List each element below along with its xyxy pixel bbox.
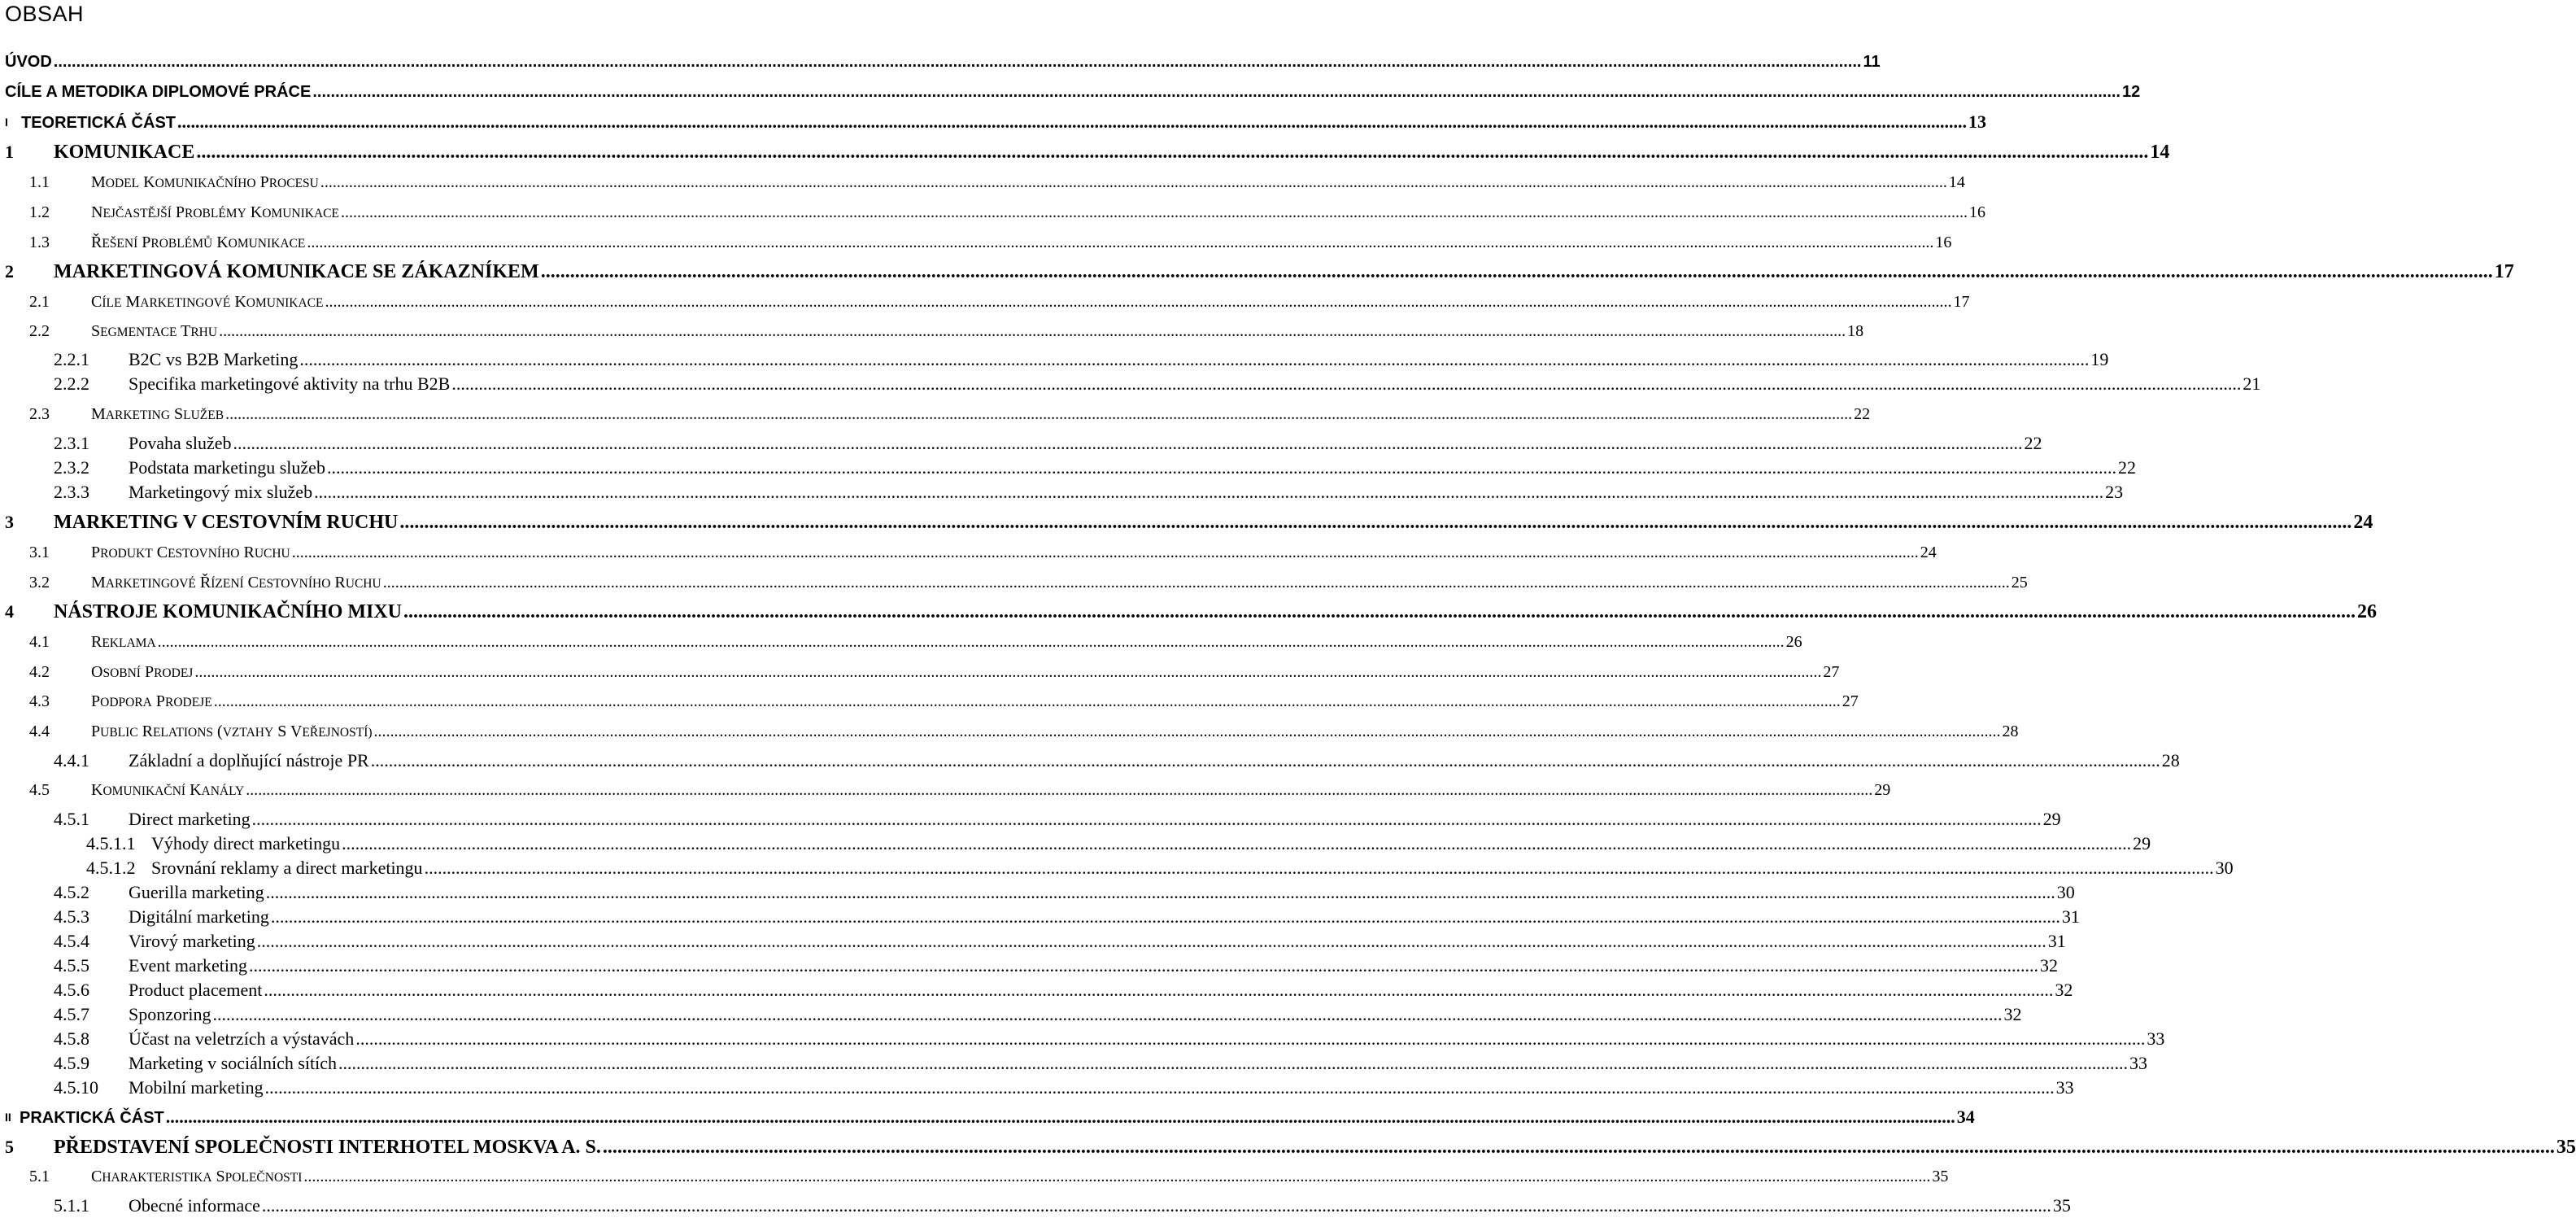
toc-leader-dots: ................................................................................................................................................................................................................................................................................................................................................................................................................	[299, 349, 2090, 369]
toc-entry[interactable]	[0, 230, 1952, 255]
toc-page-number: 14	[1948, 173, 1965, 191]
toc-entry-label: Guerilla marketing	[129, 882, 264, 902]
toc-entry-number: 4.5.7	[54, 1004, 89, 1024]
toc-entry-number: 4.5.1.2	[86, 858, 136, 878]
toc-entry[interactable]	[0, 260, 2514, 284]
toc-entry[interactable]	[0, 372, 2261, 396]
toc-entry-number: 4	[5, 601, 14, 622]
toc-entry[interactable]	[0, 80, 2141, 104]
toc-entry-label: NEJČASTĚJŠÍ PROBLÉMY KOMUNIKACE	[91, 203, 339, 221]
toc-entry-number: 4.2	[29, 663, 50, 681]
toc-entry-label: ŘEŠENÍ PROBLÉMŮ KOMUNIKACE	[91, 234, 306, 251]
toc-entry[interactable]	[0, 1194, 2071, 1218]
toc-page-number: 32	[2040, 955, 2059, 976]
toc-entry-label: OSOBNÍ PRODEJ	[91, 663, 194, 681]
toc-leader-dots: ................................................................................................................................................................................................................................................................................................................................................................................................................	[320, 173, 1947, 191]
toc-leader-dots: ................................................................................................................................................................................................................................................................................................................................................................................................................	[424, 858, 2214, 878]
toc-leader-dots: ................................................................................................................................................................................................................................................................................................................................................................................................................	[246, 781, 1873, 799]
toc-entry[interactable]	[0, 954, 2059, 978]
toc-entry-label: Product placement	[129, 980, 263, 1000]
toc-leader-dots: ................................................................................................................................................................................................................................................................................................................................................................................................................	[165, 1107, 1955, 1127]
toc-page-number: 35	[2556, 1137, 2576, 1158]
toc-entry-label: Podstata marketingu služeb	[129, 457, 325, 478]
toc-leader-dots: ................................................................................................................................................................................................................................................................................................................................................................................................................	[233, 433, 2023, 453]
toc-entry[interactable]	[0, 630, 1802, 654]
toc-leader-dots: ................................................................................................................................................................................................................................................................................................................................................................................................................	[326, 457, 2116, 478]
toc-entry-label: ÚVOD	[5, 53, 52, 71]
toc-page-number: 13	[1968, 111, 1986, 132]
toc-entry-label: Specifika marketingové aktivity na trhu B2B	[129, 373, 451, 394]
toc-entry-label: Digitální marketing	[129, 906, 269, 927]
toc-entry[interactable]	[0, 1105, 1975, 1129]
toc-entry-label: CÍLE A METODIKA DIPLOMOVÉ PRÁCE	[5, 83, 312, 101]
toc-page-number: 35	[2052, 1195, 2071, 1216]
toc-entry-number: 4.5.9	[54, 1053, 89, 1073]
toc-entry-number: 3	[5, 512, 14, 532]
toc-page-number: 31	[2061, 906, 2080, 927]
toc-entry[interactable]	[0, 1164, 1949, 1189]
toc-entry[interactable]	[0, 832, 2151, 856]
toc-entry[interactable]	[0, 456, 2136, 480]
toc-leader-dots: ................................................................................................................................................................................................................................................................................................................................................................................................................	[312, 83, 2121, 101]
toc-leader-dots: ................................................................................................................................................................................................................................................................................................................................................................................................................	[194, 663, 1822, 681]
toc-entry-label: PODPORA PRODEJE	[91, 692, 212, 710]
toc-leader-dots: ................................................................................................................................................................................................................................................................................................................................................................................................................	[291, 544, 1919, 561]
toc-entry-number: 4.1	[29, 633, 50, 651]
toc-entry-label: B2C vs B2B Marketing	[129, 349, 299, 369]
toc-leader-dots: ................................................................................................................................................................................................................................................................................................................................................................................................................	[314, 482, 2104, 502]
toc-entry-number: 2.3.3	[54, 482, 89, 502]
toc-entry-label: NÁSTROJE KOMUNIKAČNÍHO MIXU	[54, 601, 403, 622]
toc-page-number: 29	[2133, 833, 2151, 853]
toc-entry-number: 4.5.5	[54, 955, 89, 976]
toc-entry-number: 2.1	[29, 293, 50, 311]
toc-entry-number: 2	[5, 261, 14, 282]
toc-entry-label: TEORETICKÁ ČÁST	[21, 114, 176, 132]
toc-page-number: 29	[1874, 781, 1891, 799]
toc-entry-label: Marketingový mix služeb	[129, 482, 313, 502]
toc-page-number: 26	[2357, 601, 2378, 622]
toc-entry[interactable]	[0, 660, 1840, 684]
toc-entry-number: II	[5, 1111, 11, 1124]
toc-page-number: 24	[2353, 512, 2373, 533]
toc-entry-number: 4.5	[29, 781, 50, 799]
toc-page-number: 16	[1935, 234, 1952, 251]
toc-entry[interactable]	[0, 480, 2124, 504]
toc-page-number: 21	[2243, 373, 2261, 394]
toc-page-number: 33	[2129, 1053, 2147, 1073]
toc-page-number: 27	[1823, 663, 1840, 681]
toc-entry-number: I	[5, 116, 8, 129]
toc-entry-label: Direct marketing	[129, 809, 251, 829]
toc-page-number: 32	[2055, 980, 2073, 1000]
toc-entry[interactable]	[0, 778, 1891, 802]
toc-entry[interactable]	[0, 431, 2042, 456]
toc-entry[interactable]	[0, 1027, 2165, 1051]
toc-entry-label: Marketing v sociálních sítích	[129, 1053, 337, 1073]
toc-entry-number: 4.5.10	[54, 1077, 98, 1098]
toc-leader-dots: ................................................................................................................................................................................................................................................................................................................................................................................................................	[303, 1168, 1931, 1185]
toc-entry[interactable]	[0, 749, 2180, 773]
toc-entry[interactable]	[0, 719, 2019, 744]
toc-entry-label: Základní a doplňující nástroje PR	[129, 750, 369, 771]
toc-entry-label: PRAKTICKÁ ČÁST	[20, 1109, 164, 1127]
toc-page-number: 11	[1863, 53, 1881, 71]
toc-leader-dots: ................................................................................................................................................................................................................................................................................................................................................................................................................	[403, 601, 2356, 622]
toc-entry-number: 2.2.1	[54, 349, 89, 369]
toc-page-number: 33	[2147, 1028, 2165, 1049]
toc-entry[interactable]	[0, 200, 1985, 225]
toc-entry-number: 4.5.8	[54, 1028, 89, 1049]
toc-entry-label: Event marketing	[129, 955, 248, 976]
toc-page-number: 18	[1847, 322, 1864, 340]
toc-page-number: 30	[2215, 858, 2234, 878]
toc-entry-label: MARKETING SLUŽEB	[91, 405, 224, 423]
toc-leader-dots: ................................................................................................................................................................................................................................................................................................................................................................................................................	[213, 692, 1841, 710]
toc-entry-number: 5.1	[29, 1168, 50, 1185]
toc-entry-number: 4.5.3	[54, 906, 89, 927]
toc-entry-number: 4.4	[29, 723, 50, 740]
toc-entry-label: Virový marketing	[129, 931, 255, 951]
toc-entry-number: 4.5.1.1	[86, 833, 136, 853]
toc-leader-dots: ................................................................................................................................................................................................................................................................................................................................................................................................................	[225, 405, 1853, 423]
toc-entry[interactable]	[0, 319, 1864, 343]
toc-entry-number: 3.2	[29, 574, 50, 592]
toc-entry[interactable]	[0, 807, 2061, 832]
toc-entry-label: PRODUKT CESTOVNÍHO RUCHU	[91, 544, 290, 561]
toc-page-number: 12	[2121, 83, 2141, 101]
toc-entry-label: CÍLE MARKETINGOVÉ KOMUNIKACE	[91, 293, 324, 311]
toc-leader-dots: ................................................................................................................................................................................................................................................................................................................................................................................................................	[340, 203, 1968, 221]
toc-leader-dots: ................................................................................................................................................................................................................................................................................................................................................................................................................	[53, 53, 1862, 71]
toc-leader-dots: ................................................................................................................................................................................................................................................................................................................................................................................................................	[261, 1195, 2051, 1216]
toc-entry-label: Povaha služeb	[129, 433, 232, 453]
toc-entry-label: KOMUNIKAČNÍ KANÁLY	[91, 781, 245, 799]
toc-leader-dots: ................................................................................................................................................................................................................................................................................................................................................................................................................	[219, 322, 1846, 340]
toc-entry[interactable]	[0, 1051, 2147, 1076]
toc-entry-number: 4.5.1	[54, 809, 89, 829]
toc-entry[interactable]	[0, 170, 1965, 194]
toc-page-number: 24	[1920, 544, 1937, 561]
toc-leader-dots: ................................................................................................................................................................................................................................................................................................................................................................................................................	[256, 931, 2046, 951]
toc-leader-dots: ................................................................................................................................................................................................................................................................................................................................................................................................................	[342, 833, 2132, 853]
toc-leader-dots: ................................................................................................................................................................................................................................................................................................................................................................................................................	[338, 1053, 2128, 1073]
toc-entry-number: 4.3	[29, 692, 50, 710]
toc-entry-number: 4.4.1	[54, 750, 89, 771]
toc-leader-dots: ................................................................................................................................................................................................................................................................................................................................................................................................................	[451, 373, 2242, 394]
toc-entry-number: 4.5.2	[54, 882, 89, 902]
toc-leader-dots: ................................................................................................................................................................................................................................................................................................................................................................................................................	[249, 955, 2039, 976]
toc-entry[interactable]	[0, 929, 2066, 954]
toc-entry-label: PŘEDSTAVENÍ SPOLEČNOSTI INTERHOTEL MOSKVA A. S.	[54, 1137, 601, 1158]
toc-entry-label: Srovnání reklamy a direct marketingu	[151, 858, 423, 878]
toc-page-number: 33	[2055, 1077, 2074, 1098]
toc-leader-dots: ................................................................................................................................................................................................................................................................................................................................................................................................................	[373, 723, 2001, 740]
toc-entry[interactable]	[0, 1076, 2074, 1100]
toc-leader-dots: ................................................................................................................................................................................................................................................................................................................................................................................................................	[212, 1004, 2003, 1024]
toc-entry-number: 5.1.1	[54, 1195, 89, 1216]
toc-entry-number: 3.1	[29, 544, 50, 561]
toc-entry-number: 2.2.2	[54, 373, 89, 394]
toc-page-number: 14	[2150, 142, 2170, 163]
toc-leader-dots: ................................................................................................................................................................................................................................................................................................................................................................................................................	[307, 234, 1934, 251]
toc-entry[interactable]	[0, 905, 2080, 929]
toc-entry[interactable]	[0, 1002, 2022, 1027]
toc-page-number: 22	[1854, 405, 1871, 423]
toc-entry-label: PUBLIC RELATIONS (VZTAHY S VEŘEJNOSTÍ)	[91, 723, 373, 740]
toc-entry[interactable]	[0, 600, 2378, 624]
toc-entry-label: Sponzoring	[129, 1004, 211, 1024]
toc-entry-label: SEGMENTACE TRHU	[91, 322, 218, 340]
toc-entry[interactable]	[0, 510, 2373, 535]
toc-leader-dots: ................................................................................................................................................................................................................................................................................................................................................................................................................	[264, 1077, 2055, 1098]
page-title: OBSAH	[5, 2, 85, 26]
toc-page-number: 32	[2003, 1004, 2022, 1024]
toc-leader-dots: ................................................................................................................................................................................................................................................................................................................................................................................................................	[264, 980, 2054, 1000]
toc-leader-dots: ................................................................................................................................................................................................................................................................................................................................................................................................................	[602, 1137, 2555, 1158]
toc-leader-dots: ................................................................................................................................................................................................................................................................................................................................................................................................................	[382, 574, 2010, 592]
toc-entry[interactable]	[0, 689, 1859, 714]
toc-entry[interactable]	[0, 540, 1937, 565]
toc-page-number: 34	[1956, 1107, 1975, 1127]
toc-leader-dots: ................................................................................................................................................................................................................................................................................................................................................................................................................	[370, 750, 2160, 771]
toc-entry[interactable]	[0, 570, 2028, 595]
toc-page-number: 22	[2024, 433, 2042, 453]
toc-leader-dots: ................................................................................................................................................................................................................................................................................................................................................................................................................	[270, 906, 2060, 927]
toc-entry-number: 1.3	[29, 234, 50, 251]
toc-entry[interactable]	[0, 856, 2234, 880]
toc-leader-dots: ................................................................................................................................................................................................................................................................................................................................................................................................................	[325, 293, 1952, 311]
toc-page-number: 19	[2090, 349, 2109, 369]
toc-entry[interactable]	[0, 50, 1881, 74]
toc-entry-number: 1	[5, 142, 14, 162]
toc-leader-dots: ................................................................................................................................................................................................................................................................................................................................................................................................................	[196, 142, 2149, 163]
toc-leader-dots: ................................................................................................................................................................................................................................................................................................................................................................................................................	[265, 882, 2055, 902]
toc-leader-dots: ................................................................................................................................................................................................................................................................................................................................................................................................................	[157, 633, 1785, 651]
toc-entry[interactable]	[0, 1135, 2576, 1159]
toc-entry[interactable]	[0, 140, 2170, 164]
toc-page-number: 28	[2161, 750, 2180, 771]
toc-leader-dots: ................................................................................................................................................................................................................................................................................................................................................................................................................	[177, 111, 1967, 132]
toc-entry[interactable]	[0, 402, 1871, 426]
toc-entry-label: MODEL KOMUNIKAČNÍHO PROCESU	[91, 173, 319, 191]
toc-entry-number: 2.3	[29, 405, 50, 423]
toc-entry-label: KOMUNIKACE	[54, 142, 195, 163]
toc-page-number: 30	[2056, 882, 2075, 902]
toc-leader-dots: ................................................................................................................................................................................................................................................................................................................................................................................................................	[540, 261, 2493, 282]
toc-entry-number: 2.3.2	[54, 457, 89, 478]
toc-entry-label: Účast na veletrzích a výstavách	[129, 1028, 355, 1049]
toc-entry-label: Mobilní marketing	[129, 1077, 264, 1098]
toc-entry-label: MARKETINGOVÁ KOMUNIKACE SE ZÁKAZNÍKEM	[54, 261, 539, 282]
toc-entry-label: MARKETING V CESTOVNÍM RUCHU	[54, 512, 399, 533]
toc-page-number: 25	[2011, 574, 2028, 592]
toc-entry[interactable]	[0, 880, 2075, 905]
toc-entry-number: 2.2	[29, 322, 50, 340]
toc-entry-number: 4.5.4	[54, 931, 89, 951]
toc-entry-number: 1.1	[29, 173, 50, 191]
toc-page-number: 26	[1785, 633, 1802, 651]
toc-entry-label: REKLAMA	[91, 633, 156, 651]
toc-entry-number: 4.5.6	[54, 980, 89, 1000]
toc-entry-number: 2.3.1	[54, 433, 89, 453]
toc-entry-label: MARKETINGOVÉ ŘÍZENÍ CESTOVNÍHO RUCHU	[91, 574, 381, 592]
toc-entry-label: CHARAKTERISTIKA SPOLEČNOSTI	[91, 1168, 303, 1185]
toc-page-number: 27	[1842, 692, 1859, 710]
toc-entry[interactable]	[0, 290, 1970, 314]
toc-leader-dots: ................................................................................................................................................................................................................................................................................................................................................................................................................	[355, 1028, 2146, 1049]
toc-entry[interactable]	[0, 110, 1986, 134]
toc-page-number: 23	[2105, 482, 2124, 502]
toc-leader-dots: ................................................................................................................................................................................................................................................................................................................................................................................................................	[251, 809, 2042, 829]
toc-entry-label: Výhody direct marketingu	[151, 833, 341, 853]
toc-entry-number: 1.2	[29, 203, 50, 221]
toc-page-number: 17	[2494, 261, 2514, 282]
toc-page-number: 31	[2047, 931, 2066, 951]
toc-page-number: 28	[2002, 723, 2019, 740]
toc-leader-dots: ................................................................................................................................................................................................................................................................................................................................................................................................................	[399, 512, 2352, 533]
toc-entry[interactable]	[0, 978, 2073, 1002]
toc-page-number: 16	[1968, 203, 1985, 221]
toc-page-number: 29	[2042, 809, 2061, 829]
toc-page-number: 22	[2117, 457, 2136, 478]
toc-page-number: 17	[1953, 293, 1970, 311]
toc-entry-number: 5	[5, 1137, 14, 1157]
toc-entry-label: Obecné informace	[129, 1195, 260, 1216]
toc-page-number: 35	[1932, 1168, 1949, 1185]
toc-entry[interactable]	[0, 347, 2109, 372]
